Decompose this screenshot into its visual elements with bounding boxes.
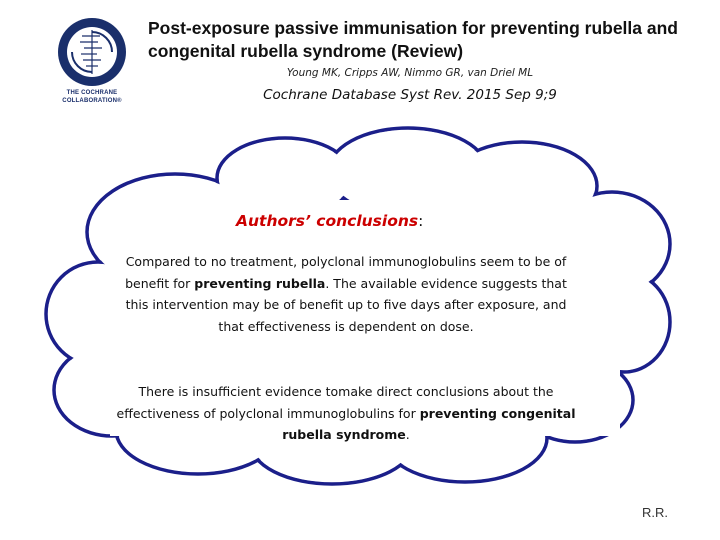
conclusions-heading-text: Authors’ conclusions: [236, 212, 419, 230]
para2-text-b: .: [405, 427, 410, 442]
authors-line: Young MK, Cripps AW, Nimmo GR, van Driel ML: [286, 67, 534, 79]
para1-text-a: Compared to no treatment, polyclonal immunoglobulins seem to be of benefit for: [125, 254, 567, 291]
para1-bold: preventing rubella: [194, 275, 326, 291]
conclusion-paragraph-1: [112, 251, 580, 337]
citation-line: Cochrane Database Syst Rev. 2015 Sep 9;9: [263, 87, 557, 103]
conclusions-heading-colon: :: [418, 212, 424, 230]
author-initials: R.R.: [642, 505, 668, 520]
conclusions-heading: [236, 212, 423, 230]
conclusion-paragraph-2: [112, 381, 580, 446]
para1-text-b: . The available evidence suggests that this intervention may be of benefit up to five days after exposure, and that effectiveness is dependent on dose.: [125, 275, 567, 334]
para2-text-a: There is insufficient evidence tomake direct conclusions about the effectiveness of polyclonal immunoglobulins for: [116, 384, 554, 421]
para2-bold: preventing congenital rubella syndrome: [282, 405, 576, 442]
logo-text-line2: COLLABORATION®: [62, 98, 122, 104]
logo-text-line1: THE COCHRANE: [66, 90, 118, 96]
page-title: Post-exposure passive immunisation for preventing rubella and congenital rubella syndrome (Review): [148, 18, 678, 61]
